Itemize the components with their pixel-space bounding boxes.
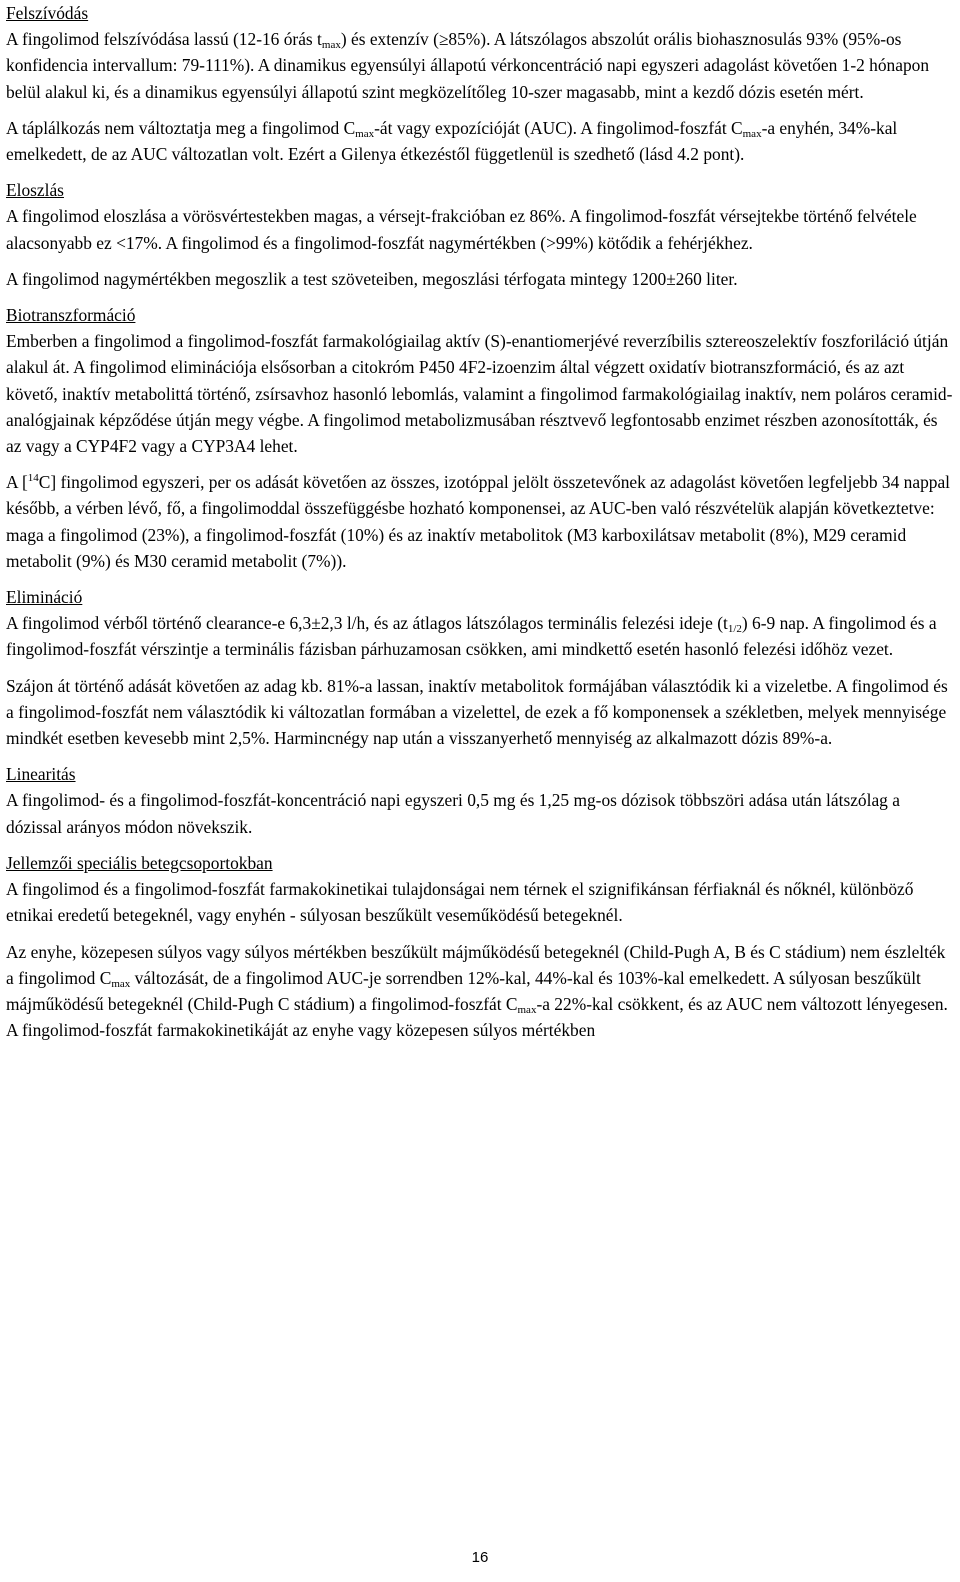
distribution-paragraph-1: A fingolimod eloszlása a vörösvértestekben magas, a vérsejt-frakcióban ez 86%. A fingolimod-foszfát vérsejtekbe történő felvétele alacsonyabb ez <17%. A fingolimod és a fingolimod-foszfát nagymértékben (>99%) kötődik a fehérjékhez. xyxy=(6,206,917,253)
special-populations-paragraph-1: A fingolimod és a fingolimod-foszfát farmakokinetikai tulajdonságai nem térnek el szignifikánsan férfiaknál és nőknél, különböző etnikai eredetű betegeknél, vagy enyhén - súlyosan beszűkült veseműködésű betegeknél. xyxy=(6,879,914,926)
absorption-paragraph-1: A fingolimod felszívódása lassú (12-16 órás $t_{max}$) és extenzív (≥85%). A látszólagos abszolút orális biohasznosulás 93% (95%-os konfidencia intervallum: 79-111%). A dinamikus egyensúlyi állapotú vérkoncentráció napi egyszeri adagolást követően 1-2 hónapon belül alakul ki, és a dinamikus egyensúlyi állapotú szint megközelítőleg 10-szer magasabb, mint a kezdő dózis esetén mért. xyxy=(6,29,930,102)
section-absorption xyxy=(6,0,954,105)
section-distribution xyxy=(6,177,954,256)
page-number: 16 xyxy=(471,1549,489,1566)
distribution-heading: Eloszlás xyxy=(6,180,64,201)
absorption-heading: Felszívódás xyxy=(6,3,89,23)
linearity-paragraph-1: A fingolimod- és a fingolimod-foszfát-koncentráció napi egyszeri 0,5 mg és 1,25 mg-os dózisok többszöri adása után látszólag a dózissal arányos módon növekszik. xyxy=(6,790,900,837)
elimination-heading: Elimináció xyxy=(6,587,83,608)
elimination-paragraph-2: Szájon át történő adását követően az adag kb. 81%-a lassan, inaktív metabolitok formájában választódik ki a vizeletbe. A fingolimod és a fingolimod-foszfát nem választódik ki változatlan formában a vizelettel, de ezek a fő komponensek a székletben, melyek mennyisége mindkét esetben kevesebb mint 2,5%. Harmincnégy nap után a visszanyerhető mennyiség az alkalmazott dózis 89%-a. xyxy=(6,675,948,749)
special-populations-paragraph-2: Az enyhe, közepesen súlyos vagy súlyos mértékben beszűkült májműködésű betegeknél (Child-Pugh A, B és C stádium) nem észlelték a fingolimod $C_{max}$ változását, de a fingolimod AUC-je sorrendben 12%-kal, 44%-kal és 103%-kal emelkedett. A súlyosan beszűkült májműködésű betegeknél (Child-Pugh C stádium) a fingolimod-foszfát $C_{max}-a$ 22%-kal csökkent, és az AUC nem változott lényegesen. A fingolimod-foszfát farmakokinetikáját az enyhe vagy közepesen súlyos mértékben xyxy=(6,941,948,1041)
biotransformation-paragraph-2: A [$^{14}$C] fingolimod egyszeri, per os adását követően az összes, izotóppal jelölt összetevőnek az adagolást követően legfeljebb 34 nappal később, a vérben lévő, fő, a fingolimoddal összefüggésbe hozható komponensei, az AUC-ben való részvételük alapján következtetve: maga a fingolimod (23%), a fingolimod-foszfát (10%) és az inaktív metabolitok (M3 karboxilátsav metabolit (8%), M29 ceramid metabolit (9%) és M30 ceramid metabolit (7%)). xyxy=(6,472,951,571)
section-biotransformation xyxy=(6,302,954,459)
absorption-paragraph-2: A táplálkozás nem változtatja meg a fingolimod $C_{max}-át$ vagy expozícióját (AUC). A fingolimod-foszfát $C_{max}-a$ enyhén, 34%-kal emelkedett, de az AUC változatlan volt. Ezért a Gilenya étkezéstől függetlenül is szedhető (lásd 4.2 pont). xyxy=(6,117,898,165)
document-page xyxy=(6,0,954,1043)
biotransformation-paragraph-1: Emberben a fingolimod a fingolimod-foszfát farmakológiailag aktív (S)-enantiomerjévé reverzíbilis sztereoszelektív foszforiláció útján alakul át. A fingolimod eliminációja elsősorban a citokróm P450 4F2-izoenzim által végzett oxidatív biotranszformáció, és az azt követő, inaktív metabolittá történő, zsírsavhoz hasonló lebomlás, valamint a fingolimod farmakológiailag inaktív, nem poláros ceramid-analógjainak képződése útján megy végbe. A fingolimod metabolizmusában résztvevő legfontosabb enzimet részben azonosították, és az vagy a CYP4F2 vagy a CYP3A4 lehet. xyxy=(6,331,953,457)
linearity-heading: Linearitás xyxy=(6,764,76,785)
section-special-populations xyxy=(6,850,954,929)
distribution-paragraph-2: A fingolimod nagymértékben megoszlik a test szöveteiben, megoszlási térfogata mintegy 1200±260 liter. xyxy=(6,268,738,289)
elimination-paragraph-1: A fingolimod vérből történő clearance-e 6,3±2,3 l/h, és az átlagos látszólagos terminális felezési ideje $(t_{1/2})$ 6-9 nap. A fingolimod és a fingolimod-foszfát vérszintje a terminális fázisban párhuzamosan csökken, ami mindkettő esetén hasonló felezési időhöz vezet. xyxy=(6,613,937,660)
biotransformation-heading: Biotranszformáció xyxy=(6,305,136,326)
special-populations-heading: Jellemzői speciális betegcsoportokban xyxy=(6,852,273,873)
section-linearity xyxy=(6,761,954,840)
section-elimination xyxy=(6,584,954,663)
